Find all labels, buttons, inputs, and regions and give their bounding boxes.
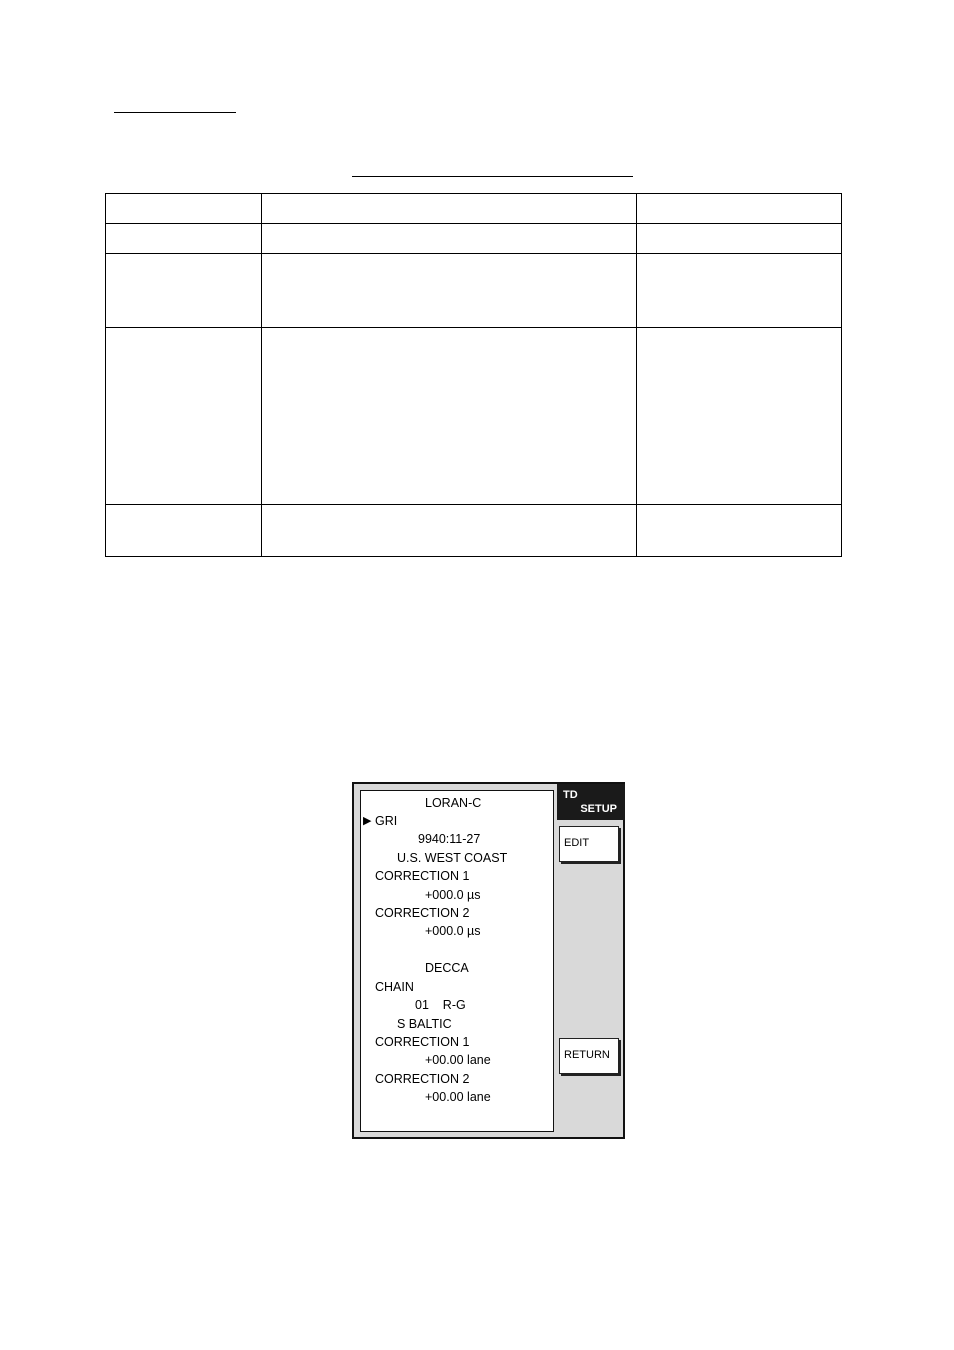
loran-correction2-value: +000.0 µs — [425, 924, 481, 938]
return-button-label: RETURN — [564, 1049, 610, 1061]
decca-correction1-value: +00.00 lane — [425, 1053, 491, 1067]
table-cell — [262, 505, 637, 557]
table-cell — [106, 254, 262, 328]
spec-table — [105, 193, 842, 557]
loran-correction2-item[interactable]: CORRECTION 2 — [375, 906, 470, 920]
table-cell — [106, 505, 262, 557]
gri-value: 9940:11-27 — [418, 832, 481, 846]
loran-chain-name: U.S. WEST COAST — [397, 851, 508, 865]
td-setup-screen — [352, 782, 625, 1139]
table-cell — [106, 194, 262, 224]
table-cell — [637, 254, 842, 328]
gri-item[interactable]: GRI — [375, 814, 398, 828]
table-cell — [637, 224, 842, 254]
loran-correction1-item[interactable]: CORRECTION 1 — [375, 869, 470, 883]
table-cell — [106, 224, 262, 254]
edit-button[interactable] — [559, 826, 619, 862]
table-row — [106, 505, 842, 557]
table-row — [106, 224, 842, 254]
setup-list — [360, 790, 554, 1132]
table-cell — [262, 194, 637, 224]
decca-correction2-value: +00.00 lane — [425, 1090, 491, 1104]
table-caption-underline — [352, 176, 633, 177]
screen-title — [557, 784, 625, 820]
decca-header: DECCA — [425, 961, 469, 975]
decca-chain-name: S BALTIC — [397, 1017, 452, 1031]
decca-chain-value: 01 R-G — [415, 998, 466, 1012]
table-cell — [262, 224, 637, 254]
decca-correction1-item[interactable]: CORRECTION 1 — [375, 1035, 470, 1049]
table-cell — [637, 505, 842, 557]
screen-title-line1: TD — [563, 789, 578, 801]
table-row — [106, 328, 842, 505]
return-button[interactable] — [559, 1038, 619, 1074]
heading-underline — [114, 112, 236, 113]
table-cell — [262, 254, 637, 328]
table-cell — [262, 328, 637, 505]
screen-title-line2: SETUP — [580, 803, 617, 815]
decca-correction2-item[interactable]: CORRECTION 2 — [375, 1072, 470, 1086]
edit-button-label: EDIT — [564, 837, 590, 849]
table-row — [106, 254, 842, 328]
table-row — [106, 194, 842, 224]
loran-correction1-value: +000.0 µs — [425, 888, 481, 902]
table-cell — [637, 328, 842, 505]
table-cell — [637, 194, 842, 224]
decca-chain-item[interactable]: CHAIN — [375, 980, 414, 994]
table-cell — [106, 328, 262, 505]
cursor-arrow-icon: ▶ — [363, 815, 372, 827]
loran-header: LORAN-C — [425, 796, 482, 810]
